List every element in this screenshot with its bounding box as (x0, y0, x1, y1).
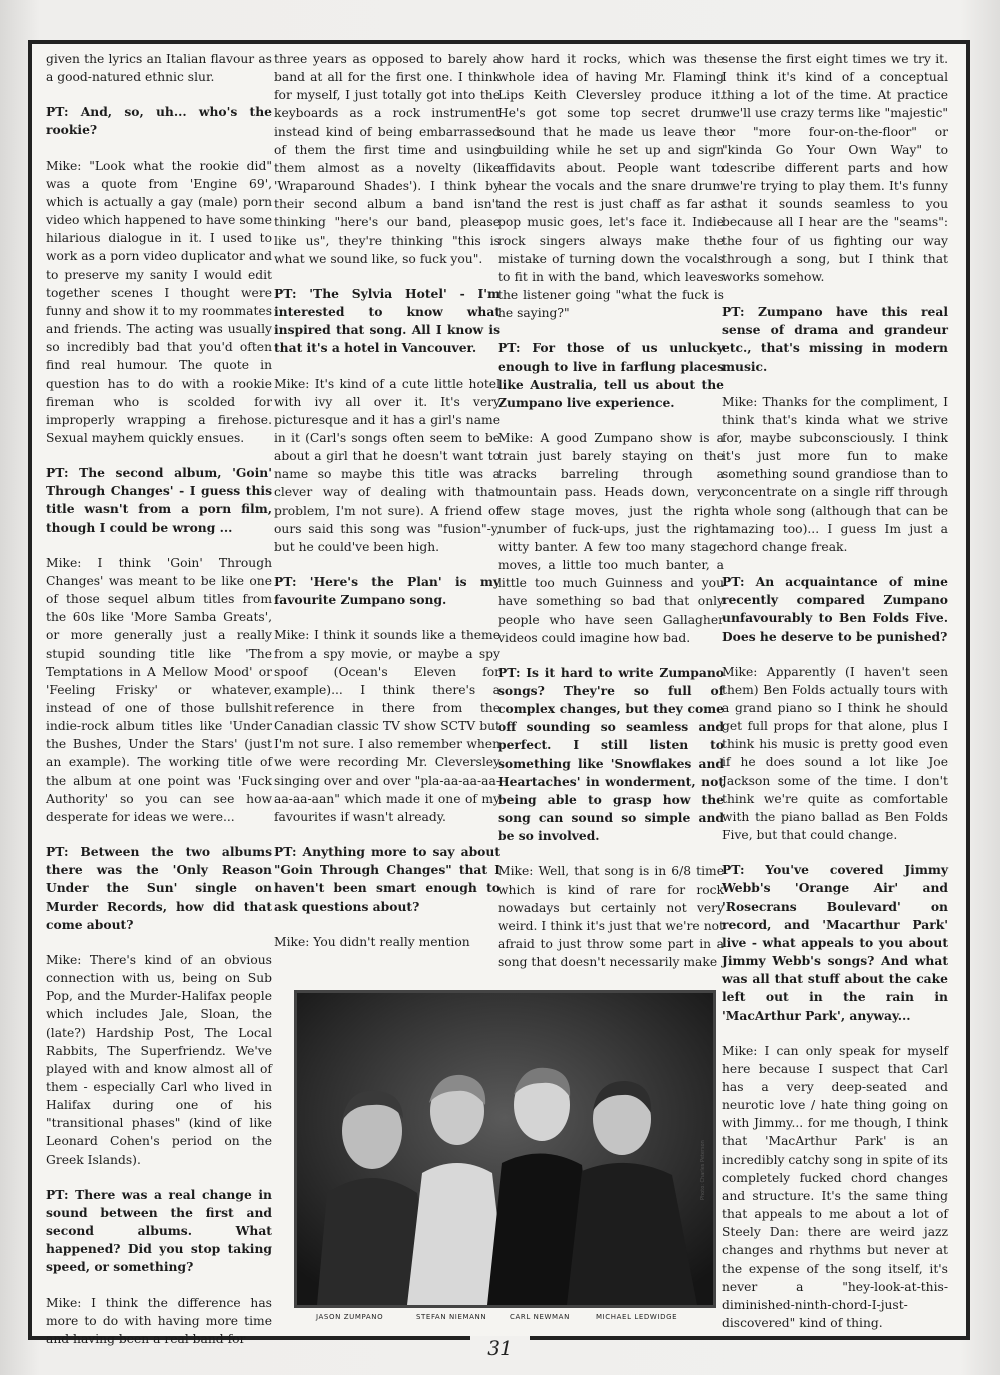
article-column-2 (274, 50, 500, 968)
interview-answer: Mike: Apparently (I haven't seen them) Ben Folds actually tours with a grand piano so I think he should get full props for that alone, plus I think his music is pretty good even if he does sound a lot like Joe Jackson some of the time. I don't think we're quite as comfortable with the piano ballad as Ben Folds Five, but that could change. (722, 664, 948, 843)
interview-answer: Mike: "Look what the rookie did" was a quote from 'Engine 69', which is actually a gay (male) porn video which happened to have some hilarious dialogue in it. I used to work as a porn video duplicator and to preserve my sanity I would edit together scenes I thought were funny and show it to my roommates and friends. The acting was usually so incredibly bad that you'd often find real humour. The quote in question has to do with a rookie fireman who is scolded for improperly wrapping a firehose. Sexual mayhem quickly ensues. (46, 158, 272, 445)
article-column-1 (46, 50, 272, 1365)
article-column-3 (498, 50, 724, 988)
interview-question: PT: The second album, 'Goin' Through Changes' - I guess this title wasn't from a porn film, though I could be wrong ... (46, 465, 272, 535)
photo-captions (294, 1313, 716, 1327)
interview-answer: Mike: Well, that song is in 6/8 time which is kind of rare for rock nowadays but certainly not very weird. I think it's just that we're not afraid to just throw some part in a song that doesn't necessarily make (498, 864, 724, 970)
interview-question: PT: There was a real change in sound between the first and second albums. What happened? Did you stop taking speed, or something? (46, 1186, 272, 1275)
interview-answer: Mike: Thanks for the compliment, I think that's kinda what we strive for, maybe subconsciously. I think it's just more fun to make something sound grandiose than to concentrate on a single riff through a whole song (although that can be amazing too)... I guess Im just a chord change freak. (722, 394, 948, 554)
interview-question: PT: Anything more to say about "Goin Through Changes" that I haven't been smart enough to ask questions about? (274, 844, 500, 914)
article-column-4 (722, 50, 948, 1349)
interview-question: PT: 'The Sylvia Hotel' - I'm interested to know what inspired that song. All I know is that it's a hotel in Vancouver. (274, 285, 500, 356)
interview-question: PT: You've covered Jimmy Webb's 'Orange Air' and 'Rosecrans Boulevard' on record, and 'Macarthur Park' live - what appeals to you about Jimmy Webb's songs? And what was all that stuff about the cake left out in the rain in 'MacArthur Park', anyway... (722, 862, 948, 1023)
interview-answer: sense the first eight times we try it. I think it's kind of a conceptual thing a lot of the time. At practice we'll use crazy terms like "majestic" or "more four-on-the-floor" or "kinda Go Your Own Way" to describe different parts and how we're trying to play them. It's funny that it sounds seamless to you because all I hear are the "seams": the four of us fighting our way through a song, but I think that works somehow. (722, 52, 948, 284)
interview-answer: Mike: I think it sounds like a theme from a spy movie, or maybe a spy spoof (Ocean's Eleven for example)... I think there's a reference in there from the Canadian classic TV show SCTV but I'm not sure. I also remember when we were recording Mr. Cleversley singing over and over "pla-aa-aa-aa-aa-aa-aan" which made it one of my favourites if wasn't already. (274, 628, 500, 824)
caption-2: STEFAN NIEMANN (416, 1313, 487, 1321)
interview-question: PT: For those of us unlucky enough to live in farflung places like Australia, tell us about the Zumpano live experience. (498, 340, 724, 410)
interview-answer: Mike: I think the difference has more to do with having more time and having been a real band for (46, 1295, 272, 1346)
caption-3: CARL NEWMAN (510, 1313, 570, 1321)
caption-1: JASON ZUMPANO (316, 1313, 384, 1321)
interview-answer: how hard it rocks, which was the whole idea of having Mr. Flaming Lips Keith Cleversley produce it. He's got some top secret drum sound that he made us leave the building while he set up and sign affidavits about. People want to hear the vocals and the snare drum and the rest is just chaff as far as pop music goes, let's face it. Indie rock singers always make the mistake of turning down the vocals to fit in with the band, which leaves the listener going "what the fuck is he saying?" (498, 52, 724, 321)
band-photo (294, 990, 716, 1308)
interview-answer: Mike: I think 'Goin' Through Changes' was meant to be like one of those sequel album titles from the 60s like 'More Samba Greats', or more generally just a really stupid sounding title like 'The Temptations in A Mellow Mood' or 'Feeling Frisky' or whatever, instead of one of those bullshit indie-rock album titles like 'Under the Bushes, Under the Stars' (just an example). The working title of the album at one point was 'Fuck Authority' so you can see how desperate for ideas we were... (46, 555, 272, 824)
interview-answer: Mike: You didn't really mention (274, 934, 470, 949)
page-number: 31 (470, 1336, 530, 1360)
interview-question: PT: An acquaintance of mine recently compared Zumpano unfavourably to Ben Folds Five. Does he deserve to be punished? (722, 574, 948, 644)
interview-question: PT: 'Here's the Plan' is my favourite Zumpano song. (274, 574, 500, 608)
interview-answer: Mike: I can only speak for myself here because I suspect that Carl has a very deep-seated and neurotic love / hate thing going on with Jimmy... for me though, I think that 'MacArthur Park' is an incredibly catchy song in spite of its completely fucked chord changes and structure. It's the same thing that appeals to me about a lot of Steely Dan: there are weird jazz changes and rhythms but never at the expense of the song itself, it's never a "hey-look-at-this-diminished-ninth-chord-I-just-discovered" kind of thing. (722, 1043, 948, 1330)
interview-question: PT: Between the two albums there was the 'Only Reason Under the Sun' single on Murder Records, how did that come about? (46, 844, 272, 932)
photo-credit: Photo: Charles Peterson (700, 1140, 706, 1200)
interview-question: PT: Zumpano have this real sense of drama and grandeur etc., that's missing in modern music. (722, 304, 948, 374)
interview-question: PT: Is it hard to write Zumpano songs? They're so full of complex changes, but they come off sounding so seamless and perfect. I still listen to something like 'Snowflakes and Heartaches' in wonderment, not being able to grasp how the song can sound so simple and be so involved. (498, 664, 724, 844)
interview-answer: Mike: There's kind of an obvious connection with us, being on Sub Pop, and the Murder-Halifax people which includes Jale, Sloan, the (late?) Hardship Post, The Local Rabbits, The Superfriendz. We've played with and know almost all of them - especially Carl who lived in Halifax during one of his "transitional phases" (kind of like Leonard Cohen's period on the Greek Islands). (46, 952, 272, 1167)
caption-4: MICHAEL LEDWIDGE (596, 1313, 678, 1321)
interview-question: PT: And, so, uh... who's the rookie? (46, 104, 272, 138)
interview-answer: three years as opposed to barely a band at all for the first one. I think for myself, I just totally got into the keyboards as a rock instrument instead kind of being embarrassed of them the first time and using them almost as a novelty (like 'Wraparound Shades'). I think by their second album a band isn't thinking "here's our band, please like us", they're thinking "this is what we sound like, so fuck you". (274, 52, 500, 266)
interview-answer: Mike: It's kind of a cute little hotel with ivy all over it. It's very picturesque and it has a girl's name in it (Carl's songs often seem to be about a girl that he doesn't want to name so maybe this title was a clever way of dealing with that problem, I'm not sure). A friend of ours said this song was "fusion"-y, but he could've been high. (274, 376, 500, 554)
interview-answer: given the lyrics an Italian flavour as a good-natured ethnic slur. (46, 52, 272, 85)
interview-answer: Mike: A good Zumpano show is a train just barely staying on the tracks barreling through a mountain pass. Heads down, very few stage moves, just the right number of fuck-ups, just the right witty banter. A few too many stage moves, a little too much banter, a little too much Guinness and you have something so bad that only people who have seen Gallagher videos could imagine how bad. (498, 430, 724, 645)
